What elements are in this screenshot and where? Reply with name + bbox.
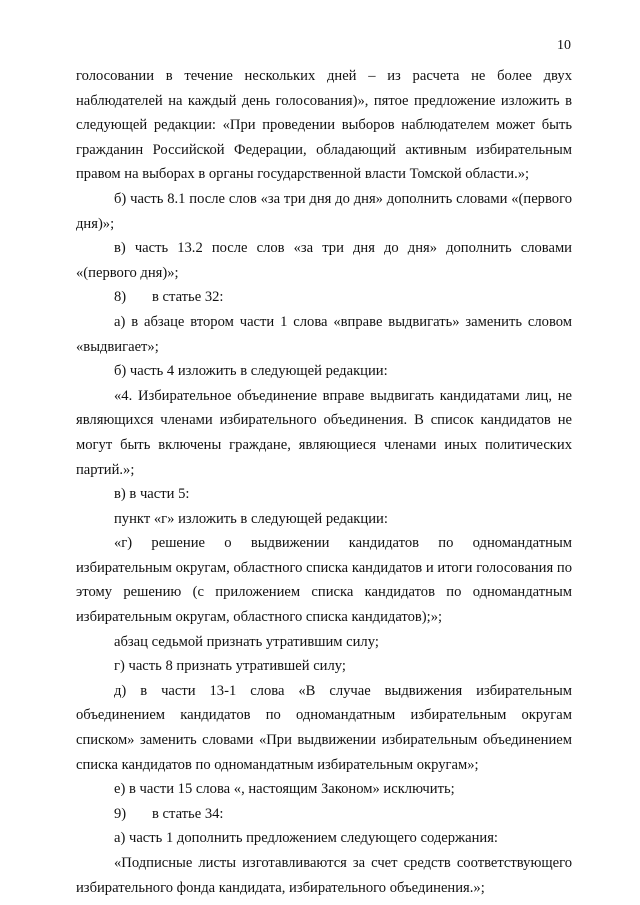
paragraph-quote-4: «4. Избирательное объединение вправе выдвигать кандидатами лиц, не являющихся членами избирательного объединения. В список кандидатов не могут быть включены граждане, являющиеся членами иных политических партий.»; [76, 387, 572, 478]
paragraph-quote-g: «г) решение о выдвижении кандидатов по одномандатным избирательным округам, областного списка кандидатов и итоги голосования по этому решению (с приложением списка кандидатов по одномандатным избирательным округам, областного списка кандидатов);»; [76, 535, 572, 626]
item-number: 9) [114, 805, 127, 822]
document-body [76, 64, 572, 900]
numbered-item-8 [114, 285, 572, 310]
paragraph-abzac-sedmoy: абзац седьмой признать утратившим силу; [114, 633, 379, 650]
paragraph-13-2: в) часть 13.2 после слов «за три дня до дня» дополнить словами «(первого дня)»; [76, 240, 572, 281]
paragraph-chast-5: в) в части 5: [114, 486, 190, 503]
paragraph-chast-15: е) в части 15 слова «, настоящим Законом» исключить; [114, 781, 455, 798]
paragraph-chast-4: б) часть 4 изложить в следующей редакции: [114, 363, 388, 380]
item-number: 8) [114, 289, 127, 306]
numbered-item-9 [114, 802, 572, 827]
item-text: в статье 32: [152, 289, 224, 306]
page-number: 10 [557, 38, 571, 53]
paragraph-chast-8: г) часть 8 признать утратившей силу; [114, 658, 346, 675]
paragraph-continuation: голосовании в течение нескольких дней – из расчета не более двух наблюдателей на каждый день голосования)», пятое предложение изложить в следующей редакции: «При проведении выборов наблюдателем может быть гражданин Российской Федерации, обладающий активным избирательным правом на выборах в органы государственной власти Томской области.»; [76, 68, 572, 183]
paragraph-punkt-g: пункт «г» изложить в следующей редакции: [114, 510, 388, 527]
item-text: в статье 34: [152, 805, 224, 822]
paragraph-abzac-vtoroy: а) в абзаце втором части 1 слова «вправе выдвигать» заменить словом «выдвигает»; [76, 313, 572, 355]
paragraph-8-1: б) часть 8.1 после слов «за три дня до дня» дополнить словами «(первого дня)»; [76, 190, 572, 232]
paragraph-quote-podpisnye: «Подписные листы изготавливаются за счет средств соответствующего избирательного фонда кандидата, избирательного объединения.»; [76, 855, 572, 896]
paragraph-chast-1: а) часть 1 дополнить предложением следующего содержания: [114, 830, 498, 847]
paragraph-chast-13-1: д) в части 13-1 слова «В случае выдвижения избирательным объединением кандидатов по одномандатным избирательным округам списком» заменить словами «При выдвижении избирательным объединением списка кандидатов по одномандатным избирательным округам»; [76, 682, 572, 773]
